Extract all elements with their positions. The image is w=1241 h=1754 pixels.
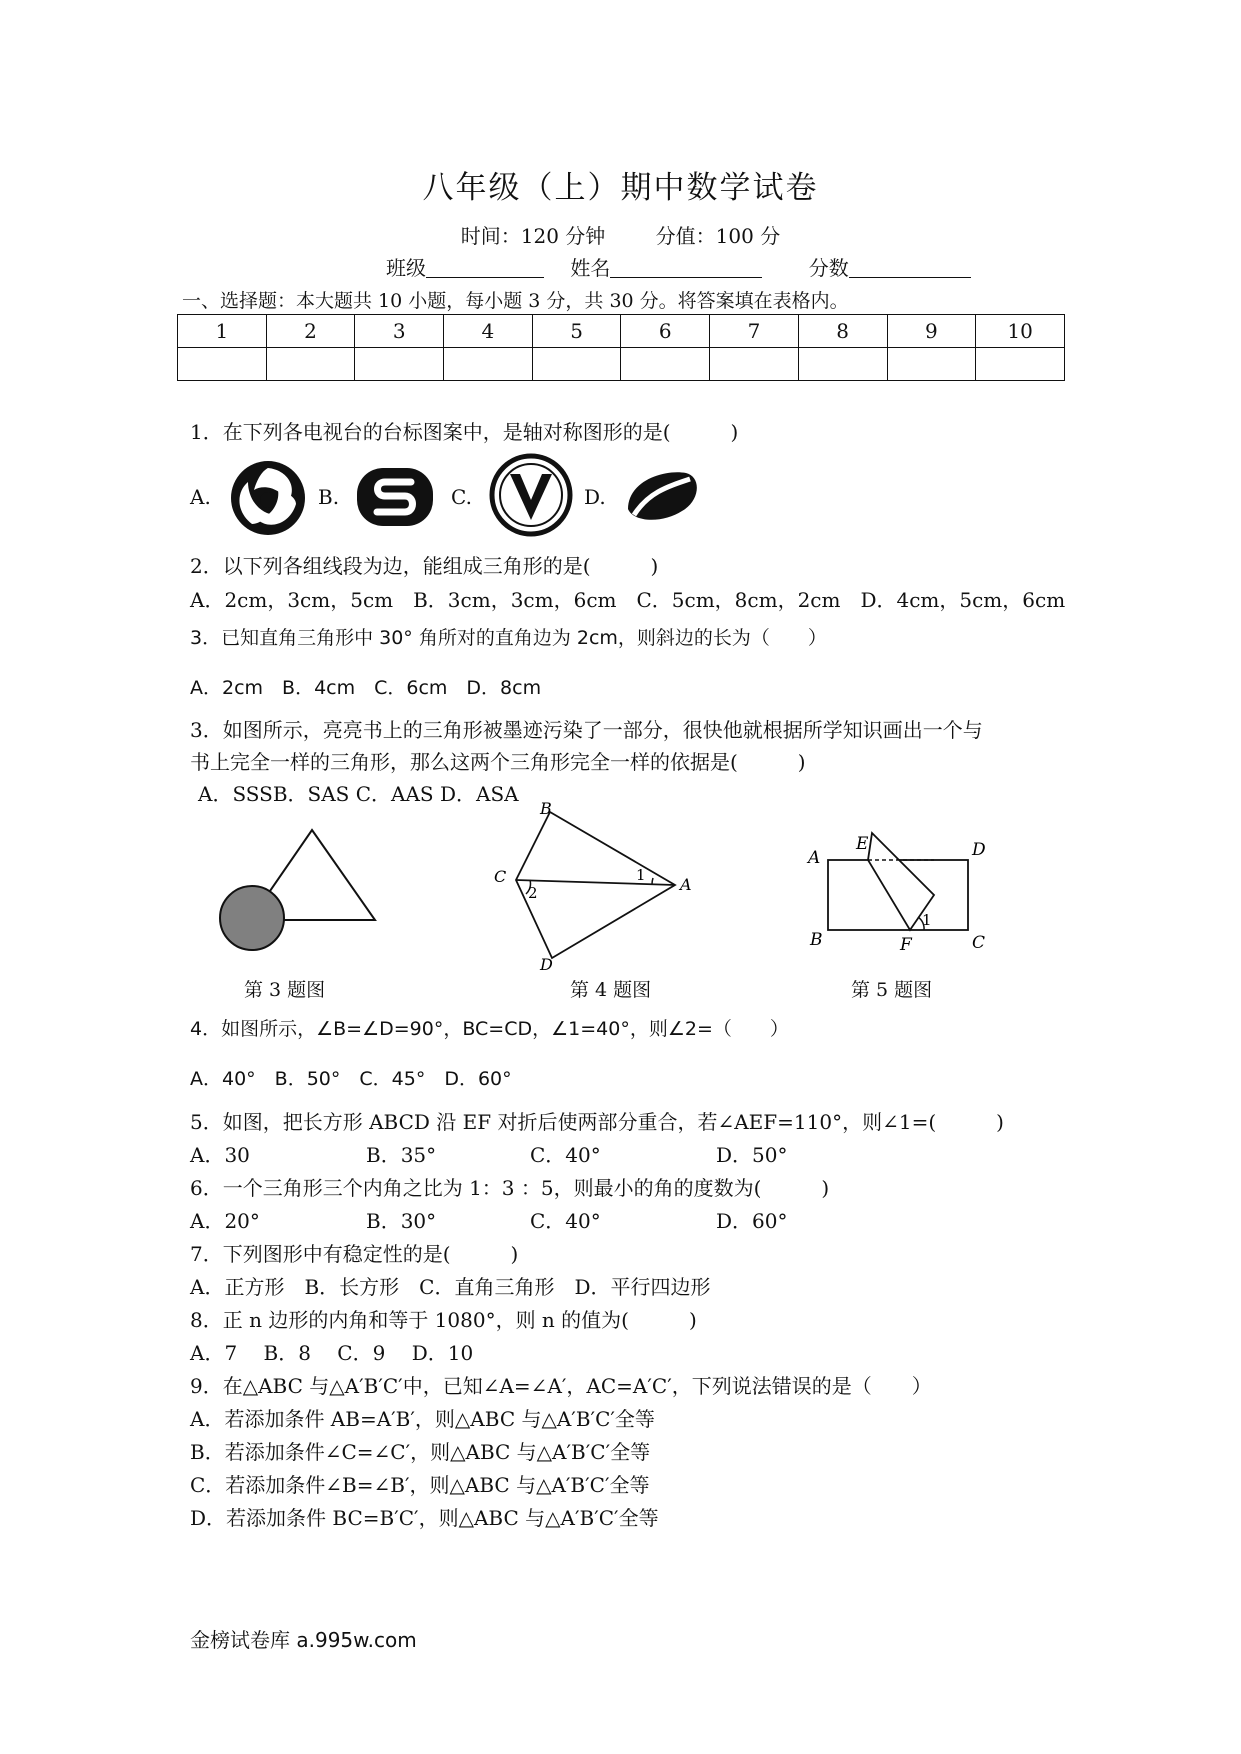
fig5-label-e: E [856, 834, 869, 854]
q1-option-d: D. [584, 485, 606, 509]
q7-stem: 7．下列图形中有稳定性的是( ) [190, 1242, 519, 1266]
q5-option-b: B．35° [366, 1143, 437, 1167]
leaf-logo-icon [620, 465, 702, 525]
q9-option-d: D．若添加条件 BC=B′C′，则△ABC 与△A′B′C′全等 [190, 1506, 659, 1530]
answer-table [177, 314, 1065, 381]
answer-cell[interactable] [887, 348, 976, 381]
points-label: 分数 [808, 256, 849, 280]
q2-options: A．2cm，3cm，5cm B．3cm，3cm，6cm C．5cm，8cm，2cm D．4cm，5cm，6cm [190, 588, 1066, 612]
answer-cell[interactable] [178, 348, 267, 381]
q3b-stem-line2: 书上完全一样的三角形，那么这两个三角形完全一样的依据是( ) [190, 750, 806, 774]
points-blank[interactable] [849, 257, 971, 278]
answer-cell[interactable] [532, 348, 621, 381]
answer-cell[interactable] [976, 348, 1065, 381]
fig4-label-a: A [680, 875, 692, 894]
exam-info [0, 220, 1241, 249]
answer-cell[interactable] [710, 348, 799, 381]
fig4-angle-2: 2 [528, 884, 538, 902]
score-info: 分值：100 分 [655, 224, 781, 248]
q5-option-a: A．30 [190, 1143, 250, 1167]
name-label: 姓名 [570, 256, 611, 280]
class-blank[interactable] [426, 257, 544, 278]
table-answer-row [178, 348, 1065, 381]
q8-stem: 8．正 n 边形的内角和等于 1080°，则 n 的值为( ) [190, 1308, 697, 1332]
fig5-label-f: F [900, 935, 912, 955]
name-blank[interactable] [610, 257, 762, 278]
q9-option-a: A．若添加条件 AB=A′B′，则△ABC 与△A′B′C′全等 [190, 1407, 655, 1431]
q6-option-c: C．40° [530, 1209, 601, 1233]
figure-3-triangle [210, 815, 390, 965]
q6-option-b: B．30° [366, 1209, 437, 1233]
fig4-label-b: B [540, 800, 552, 818]
q1-stem: 1．在下列各电视台的台标图案中，是轴对称图形的是( ) [190, 420, 739, 444]
swirl-logo-icon [228, 458, 308, 538]
q3a-stem: 3．已知直角三角形中 30° 角所对的直角边为 2cm，则斜边的长为（ ） [190, 627, 827, 649]
table-header-cell: 3 [355, 315, 444, 348]
fig5-label-d: D [972, 840, 986, 860]
q5-option-c: C．40° [530, 1143, 601, 1167]
q1-option-b: B. [318, 485, 340, 509]
class-label: 班级 [386, 256, 426, 280]
q1-option-a: A. [190, 485, 211, 509]
student-fields [386, 252, 971, 281]
table-header-cell: 4 [444, 315, 533, 348]
table-header-cell: 7 [710, 315, 799, 348]
q3a-options: A．2cm B．4cm C．6cm D．8cm [190, 677, 542, 699]
q5-option-d: D．50° [716, 1143, 788, 1167]
caption-fig4: 第 4 题图 [570, 979, 652, 1001]
q3b-stem-line1: 3．如图所示，亮亮书上的三角形被墨迹污染了一部分，很快他就根据所学知识画出一个与 [190, 718, 983, 742]
caption-fig5: 第 5 题图 [851, 979, 933, 1001]
q2-stem: 2．以下列各组线段为边，能组成三角形的是( ) [190, 554, 659, 578]
v-circle-logo-icon [488, 452, 574, 538]
fig5-label-c: C [972, 933, 986, 953]
answer-cell[interactable] [621, 348, 710, 381]
time-info: 时间：120 分钟 [460, 224, 606, 248]
figure-5-folded-rectangle [800, 815, 1000, 965]
answer-cell[interactable] [355, 348, 444, 381]
answer-cell[interactable] [798, 348, 887, 381]
answer-cell[interactable] [266, 348, 355, 381]
section-heading: 一、选择题：本大题共 10 小题，每小题 3 分，共 30 分。将答案填在表格内。 [182, 290, 849, 312]
q5-stem: 5．如图，把长方形 ABCD 沿 EF 对折后使两部分重合，若∠AEF=110°，则∠1=( ) [190, 1110, 1004, 1134]
page-title: 八年级（上）期中数学试卷 [422, 170, 819, 206]
table-header-cell: 8 [798, 315, 887, 348]
q7-options: A．正方形 B．长方形 C．直角三角形 D．平行四边形 [190, 1275, 711, 1299]
q6-stem: 6．一个三角形三个内角之比为 1：3 ：5，则最小的角的度数为( ) [190, 1176, 830, 1200]
table-header-cell: 6 [621, 315, 710, 348]
q8-options: A．7 B．8 C．9 D．10 [190, 1341, 474, 1365]
q6-option-a: A．20° [190, 1209, 260, 1233]
fig4-label-c: C [494, 867, 507, 886]
figure-4-kite [490, 800, 700, 980]
table-header-cell: 1 [178, 315, 267, 348]
q9-stem: 9．在△ABC 与△A′B′C′中，已知∠A=∠A′，AC=A′C′，下列说法错误的是（ ） [190, 1374, 932, 1398]
q1-option-c: C. [451, 485, 472, 509]
table-header-row [178, 315, 1065, 348]
caption-fig3: 第 3 题图 [244, 979, 326, 1001]
fig5-label-b: B [810, 930, 823, 950]
q4-options: A．40° B．50° C．45° D．60° [190, 1068, 512, 1090]
q9-option-b: B．若添加条件∠C=∠C′，则△ABC 与△A′B′C′全等 [190, 1440, 651, 1464]
s-letter-logo-icon [355, 466, 435, 528]
q6-option-d: D．60° [716, 1209, 788, 1233]
fig4-label-d: D [540, 955, 553, 974]
fig5-label-a: A [808, 848, 821, 868]
table-header-cell: 2 [266, 315, 355, 348]
table-header-cell: 9 [887, 315, 976, 348]
table-header-cell: 5 [532, 315, 621, 348]
fig5-angle-1: 1 [922, 911, 932, 929]
q4-stem: 4．如图所示，∠B=∠D=90°，BC=CD，∠1=40°，则∠2=（ ） [190, 1018, 789, 1040]
table-header-cell: 10 [976, 315, 1065, 348]
footer-source: 金榜试卷库 a.995w.com [190, 1628, 417, 1652]
fig4-angle-1: 1 [636, 866, 646, 884]
answer-cell[interactable] [444, 348, 533, 381]
q9-option-c: C．若添加条件∠B=∠B′，则△ABC 与△A′B′C′全等 [190, 1473, 650, 1497]
q3b-options: A．SSSB．SAS C．AAS D．ASA [198, 782, 519, 806]
